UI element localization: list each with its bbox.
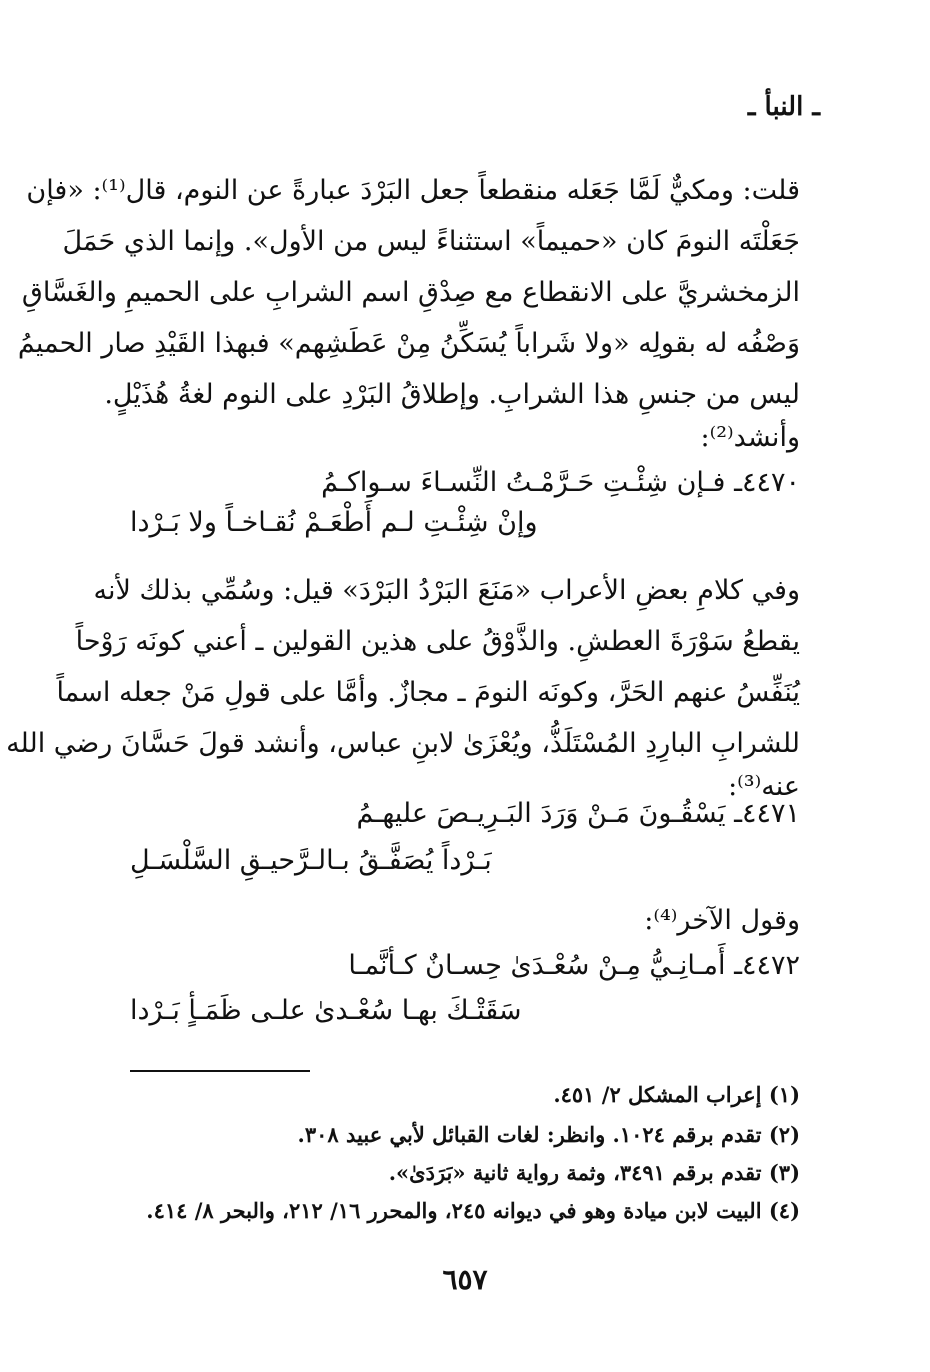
verse-4470-second: وإنْ شِئْـتِ لـم أَطْعَـمْ نُقـاخـاً ولا بَـرْدا	[130, 507, 538, 538]
page-number: ٦٥٧	[442, 1263, 488, 1296]
verse-hemistich: فـإن شِئْـتِ حَـرَّمْـتُ النِّسـاءَ سـواكـمُ	[321, 467, 726, 498]
verse-hemistich: يَسْقُـونَ مَـنْ وَرَدَ البَـرِيـصَ عليهـمُ	[356, 798, 726, 829]
verse-hemistich: أَمـانِـيُّ مِـنْ سُعْـدَىٰ حِسـانٌ كـأنَّمـا	[348, 950, 726, 981]
text-line: يُنَفِّسُ عنهم الحَرَّ، وكونَه النومَ ـ مجازٌ. وأمَّا على قولِ مَنْ جعله اسماً	[56, 677, 800, 708]
footnote-2: (٢) تقدم برقم ١٠٢٤. وانظر: لغات القبائل لأبي عبيد ٣٠٨.	[297, 1122, 800, 1147]
paragraph-2	[6, 565, 800, 805]
verse-number: ٤٤٧٢ـ	[734, 950, 800, 981]
verse-4470-first	[321, 467, 800, 498]
verse-4472-first	[348, 950, 800, 981]
verse-4472-second: سَقَتْـكَ بهـا سُعْـدىٰ علـى ظَمَـأٍ بَـرْدا	[130, 995, 522, 1026]
footnote-3: (٣) تقدم برقم ٣٤٩١، وثمة رواية ثانية «بَرَدَىٰ».	[388, 1160, 800, 1185]
text-line: عنه⁽³⁾:	[728, 771, 800, 802]
text-line: جَعَلْتَه النومَ كان «حميماً» استثناءً ليس من الأول». وإنما الذي حَمَلَ	[62, 226, 800, 257]
text-line: ليس من جنسِ هذا الشرابِ. وإطلاقُ البَرْدِ على النوم لغةُ هُذَيْلٍ.	[104, 379, 800, 410]
verse-4471-first	[356, 798, 800, 829]
verse-4471-second: بَـرْداً يُصَفَّـقُ بـالـرَّحيـقِ السَّلْسَـلِ	[130, 845, 492, 876]
text-line: وأنشد⁽²⁾:	[700, 422, 800, 453]
footnote-1: (١) إعراب المشكل ٢/ ٤٥١.	[553, 1082, 800, 1107]
footnote-divider	[130, 1070, 310, 1072]
verse-number: ٤٤٧١ـ	[734, 798, 800, 829]
paragraph-1	[17, 165, 800, 456]
verse-number: ٤٤٧٠ـ	[734, 467, 800, 498]
verse-intro: وقول الآخر⁽⁴⁾:	[644, 905, 800, 936]
text-line: الزمخشريَّ على الانقطاع مع صِدْقِ اسم الشرابِ على الحميمِ والغَسَّاقِ	[21, 277, 800, 308]
text-line: للشرابِ البارِدِ المُسْتَلَذُّ، ويُعْزَىٰ لابنِ عباس، وأنشد قولَ حَسَّانَ رضي الله	[6, 728, 800, 759]
text-line: وَصْفُه له بقولِه «ولا شَراباً يُسَكِّنُ مِنْ عَطَشِهم» فبهذا القَيْدِ صار الحميمُ	[17, 328, 800, 359]
text-line: يقطعُ سَوْرَةَ العطشِ. والذَّوْقُ على هذين القولين ـ أعني كونَه رَوْحاً	[75, 626, 800, 657]
running-header: ـ النبأ ـ	[747, 92, 820, 122]
text-line: وفي كلامِ بعضِ الأعراب «مَنَعَ البَرْدُ البَرْدَ» قيل: وسُمِّي بذلك لأنه	[93, 575, 800, 606]
footnote-4: (٤) البيت لابن ميادة وهو في ديوانه ٢٤٥، والمحرر ١٦/ ٢١٢، والبحر ٨/ ٤١٤.	[146, 1198, 800, 1223]
text-line: قلت: ومكيٌّ لَمَّا جَعَله منقطعاً جعل البَرْدَ عبارةً عن النوم، قال⁽¹⁾: «فإن	[26, 175, 800, 206]
